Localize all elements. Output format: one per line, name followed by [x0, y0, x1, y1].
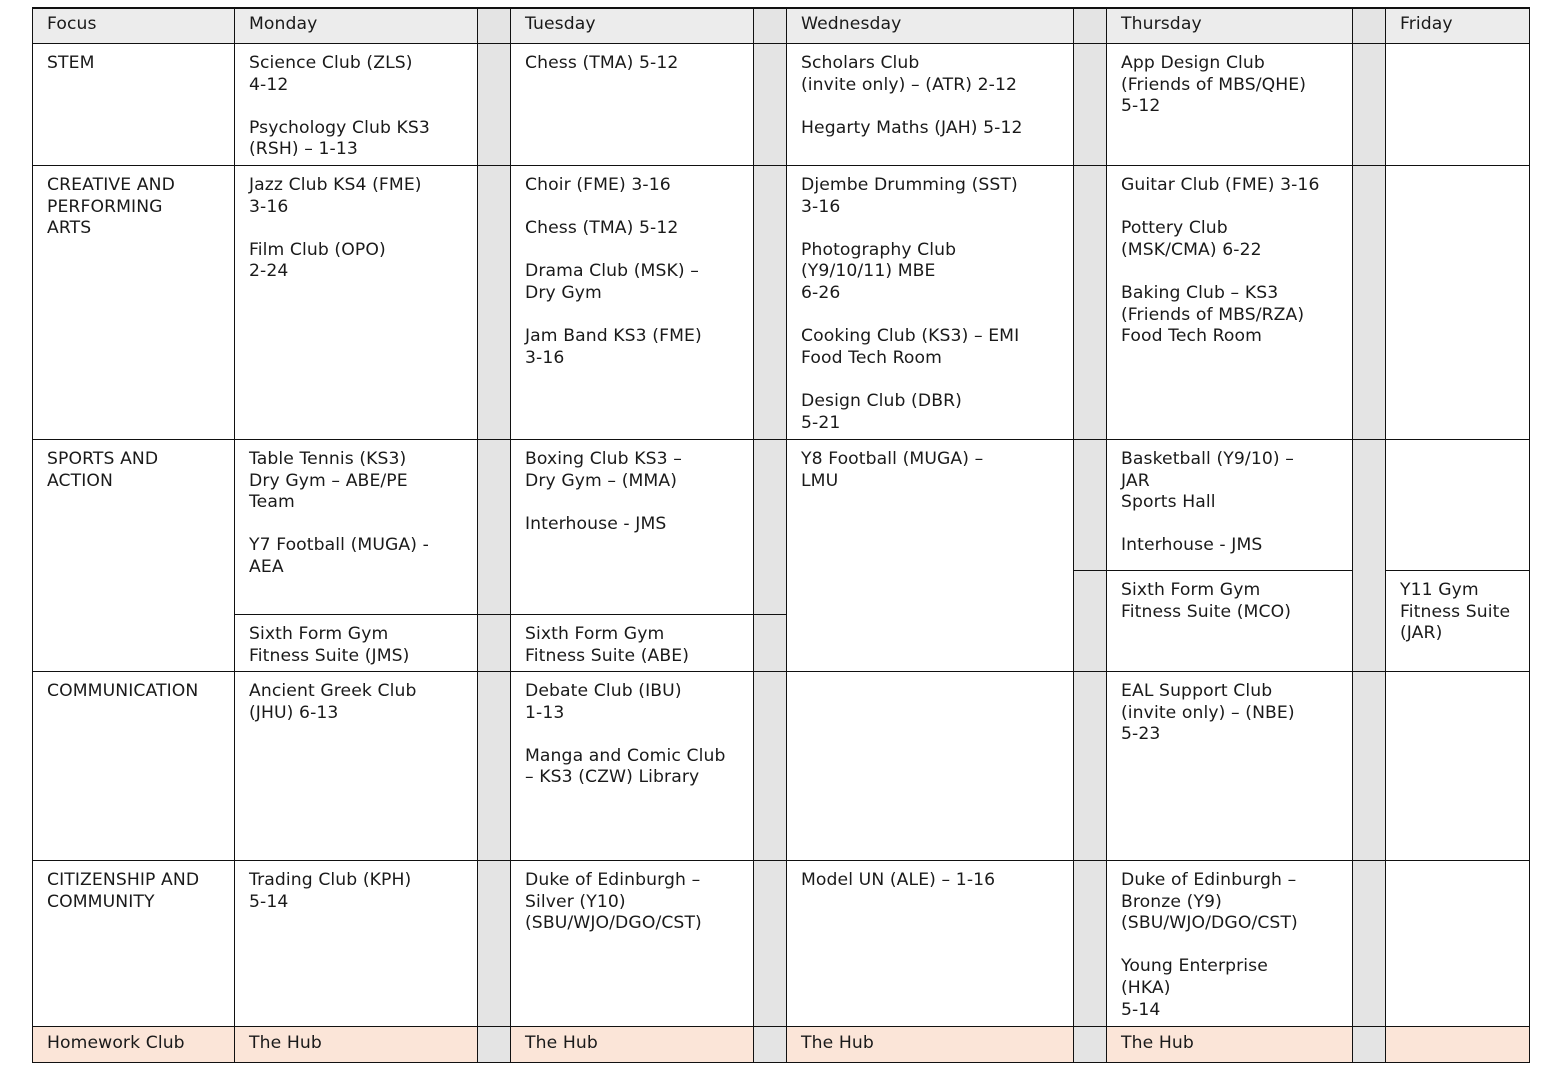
club-entry: Duke of Edinburgh – Bronze (Y9) (SBU/WJO/DGO/CST)	[1121, 870, 1298, 934]
club-entry: Sixth Form Gym Fitness Suite (JMS)	[249, 624, 410, 666]
club-entry: Duke of Edinburgh – Silver (Y10) (SBU/WJO/DGO/CST)	[525, 870, 702, 934]
header-wednesday: Wednesday	[786, 7, 1074, 44]
cell-monday	[234, 439, 478, 615]
gap-cell	[477, 439, 511, 615]
focus-2: SPORTS AND ACTION	[32, 439, 235, 672]
club-entry: Ancient Greek Club (JHU) 6-13	[249, 681, 417, 723]
focus-3: COMMUNICATION	[32, 671, 235, 861]
gap-cell	[1352, 439, 1386, 672]
cell-tuesday	[510, 165, 754, 440]
club-entry: Chess (TMA) 5-12	[525, 53, 679, 73]
club-entry: Jazz Club KS4 (FME) 3-16	[249, 175, 422, 217]
header-monday: Monday	[234, 7, 478, 44]
club-entry: Table Tennis (KS3) Dry Gym – ABE/PE Team	[249, 449, 408, 513]
club-entry: Sixth Form Gym Fitness Suite (MCO)	[1121, 580, 1292, 622]
focus-1: CREATIVE AND PERFORMING ARTS	[32, 165, 235, 440]
club-entry: Sixth Form Gym Fitness Suite (ABE)	[525, 624, 690, 666]
cell-tuesday	[510, 43, 754, 166]
cell-friday	[1385, 43, 1530, 166]
cell-friday	[1385, 439, 1530, 571]
header-gap	[477, 7, 511, 44]
header-friday: Friday	[1385, 7, 1530, 44]
homework-friday	[1385, 1026, 1530, 1063]
gap-cell	[477, 1026, 511, 1063]
gap-cell	[477, 43, 511, 166]
header-thursday: Thursday	[1106, 7, 1353, 44]
club-entry: Y11 Gym Fitness Suite (JAR)	[1400, 580, 1511, 644]
club-entry: Interhouse - JMS	[525, 513, 667, 534]
cell-thursday-sub	[1106, 570, 1353, 672]
cell-tuesday	[510, 860, 754, 1027]
cell-thursday	[1106, 165, 1353, 440]
cell-wednesday	[786, 671, 1074, 861]
cell-monday	[234, 671, 478, 861]
homework-wednesday: The Hub	[786, 1026, 1074, 1063]
cell-thursday	[1106, 43, 1353, 166]
club-entry: Pottery Club (MSK/CMA) 6-22	[1121, 218, 1262, 260]
header-gap	[1073, 7, 1107, 44]
cell-monday	[234, 43, 478, 166]
cell-friday	[1385, 860, 1530, 1027]
gap-cell	[1352, 1026, 1386, 1063]
club-entry: Design Club (DBR) 5-21	[801, 390, 962, 433]
cell-monday	[234, 165, 478, 440]
gap-cell	[1073, 671, 1107, 861]
homework-tuesday: The Hub	[510, 1026, 754, 1063]
gap-cell	[1073, 570, 1107, 672]
gap-cell	[753, 1026, 787, 1063]
club-entry: Science Club (ZLS) 4-12	[249, 53, 413, 95]
club-entry: Drama Club (MSK) – Dry Gym	[525, 261, 699, 303]
club-entry: EAL Support Club (invite only) – (NBE) 5-23	[1121, 681, 1295, 745]
club-entry: Guitar Club (FME) 3-16	[1121, 175, 1320, 195]
header-gap	[753, 7, 787, 44]
club-entry: Y7 Football (MUGA) - AEA	[249, 535, 429, 577]
cell-friday	[1385, 165, 1530, 440]
club-entry: Debate Club (IBU) 1-13	[525, 681, 682, 723]
club-entry: Y8 Football (MUGA) – LMU	[801, 449, 984, 491]
cell-wednesday	[786, 43, 1074, 166]
focus-4: CITIZENSHIP AND COMMUNITY	[32, 860, 235, 1027]
club-entry: Film Club (OPO) 2-24	[249, 239, 386, 282]
gap-cell	[753, 860, 787, 1027]
club-entry: Jam Band KS3 (FME) 3-16	[525, 326, 702, 368]
cell-thursday	[1106, 439, 1353, 571]
cell-thursday	[1106, 860, 1353, 1027]
club-entry: Manga and Comic Club – KS3 (CZW) Library	[525, 745, 726, 788]
focus-0: STEM	[32, 43, 235, 166]
gap-cell	[1352, 43, 1386, 166]
club-entry: Hegarty Maths (JAH) 5-12	[801, 117, 1023, 138]
club-entry: Basketball (Y9/10) – JAR Sports Hall	[1121, 449, 1294, 513]
header-gap	[1352, 7, 1386, 44]
gap-cell	[1352, 860, 1386, 1027]
club-entry: Djembe Drumming (SST) 3-16	[801, 175, 1018, 217]
gap-cell	[477, 671, 511, 861]
cell-wednesday	[786, 439, 1074, 672]
homework-monday: The Hub	[234, 1026, 478, 1063]
gap-cell	[753, 43, 787, 166]
cell-wednesday	[786, 860, 1074, 1027]
club-entry: Choir (FME) 3-16	[525, 175, 671, 195]
club-entry: Baking Club – KS3 (Friends of MBS/RZA) Food Tech Room	[1121, 282, 1305, 347]
gap-cell	[753, 614, 787, 672]
club-entry: Boxing Club KS3 – Dry Gym – (MMA)	[525, 449, 682, 491]
cell-friday-sub	[1385, 570, 1530, 672]
club-entry: App Design Club (Friends of MBS/QHE) 5-12	[1121, 53, 1307, 117]
club-entry: Scholars Club (invite only) – (ATR) 2-12	[801, 53, 1018, 95]
gap-cell	[1352, 671, 1386, 861]
homework-thursday: The Hub	[1106, 1026, 1353, 1063]
gap-cell	[753, 439, 787, 615]
club-entry: Psychology Club KS3 (RSH) – 1-13	[249, 117, 430, 160]
club-entry: Trading Club (KPH) 5-14	[249, 870, 412, 912]
gap-cell	[1073, 439, 1107, 571]
gap-cell	[1073, 1026, 1107, 1063]
cell-thursday	[1106, 671, 1353, 861]
gap-cell	[1073, 165, 1107, 440]
cell-tuesday	[510, 671, 754, 861]
gap-cell	[477, 165, 511, 440]
header-focus: Focus	[32, 7, 235, 44]
club-entry: Cooking Club (KS3) – EMI Food Tech Room	[801, 326, 1020, 368]
gap-cell	[753, 671, 787, 861]
gap-cell	[753, 165, 787, 440]
cell-wednesday	[786, 165, 1074, 440]
cell-friday	[1385, 671, 1530, 861]
gap-cell	[477, 860, 511, 1027]
cell-monday	[234, 860, 478, 1027]
club-entry: Photography Club (Y9/10/11) MBE 6-26	[801, 239, 957, 303]
gap-cell	[1073, 860, 1107, 1027]
club-entry: Interhouse - JMS	[1121, 535, 1263, 556]
club-entry: Model UN (ALE) – 1-16	[801, 870, 996, 890]
gap-cell	[477, 614, 511, 672]
club-entry: Chess (TMA) 5-12	[525, 218, 679, 239]
cell-monday-sub	[234, 614, 478, 672]
gap-cell	[1073, 43, 1107, 166]
cell-tuesday-sub	[510, 614, 754, 672]
cell-tuesday	[510, 439, 754, 615]
gap-cell	[1352, 165, 1386, 440]
homework-focus: Homework Club	[32, 1026, 235, 1063]
header-tuesday: Tuesday	[510, 7, 754, 44]
club-entry: Young Enterprise (HKA) 5-14	[1121, 956, 1268, 1020]
